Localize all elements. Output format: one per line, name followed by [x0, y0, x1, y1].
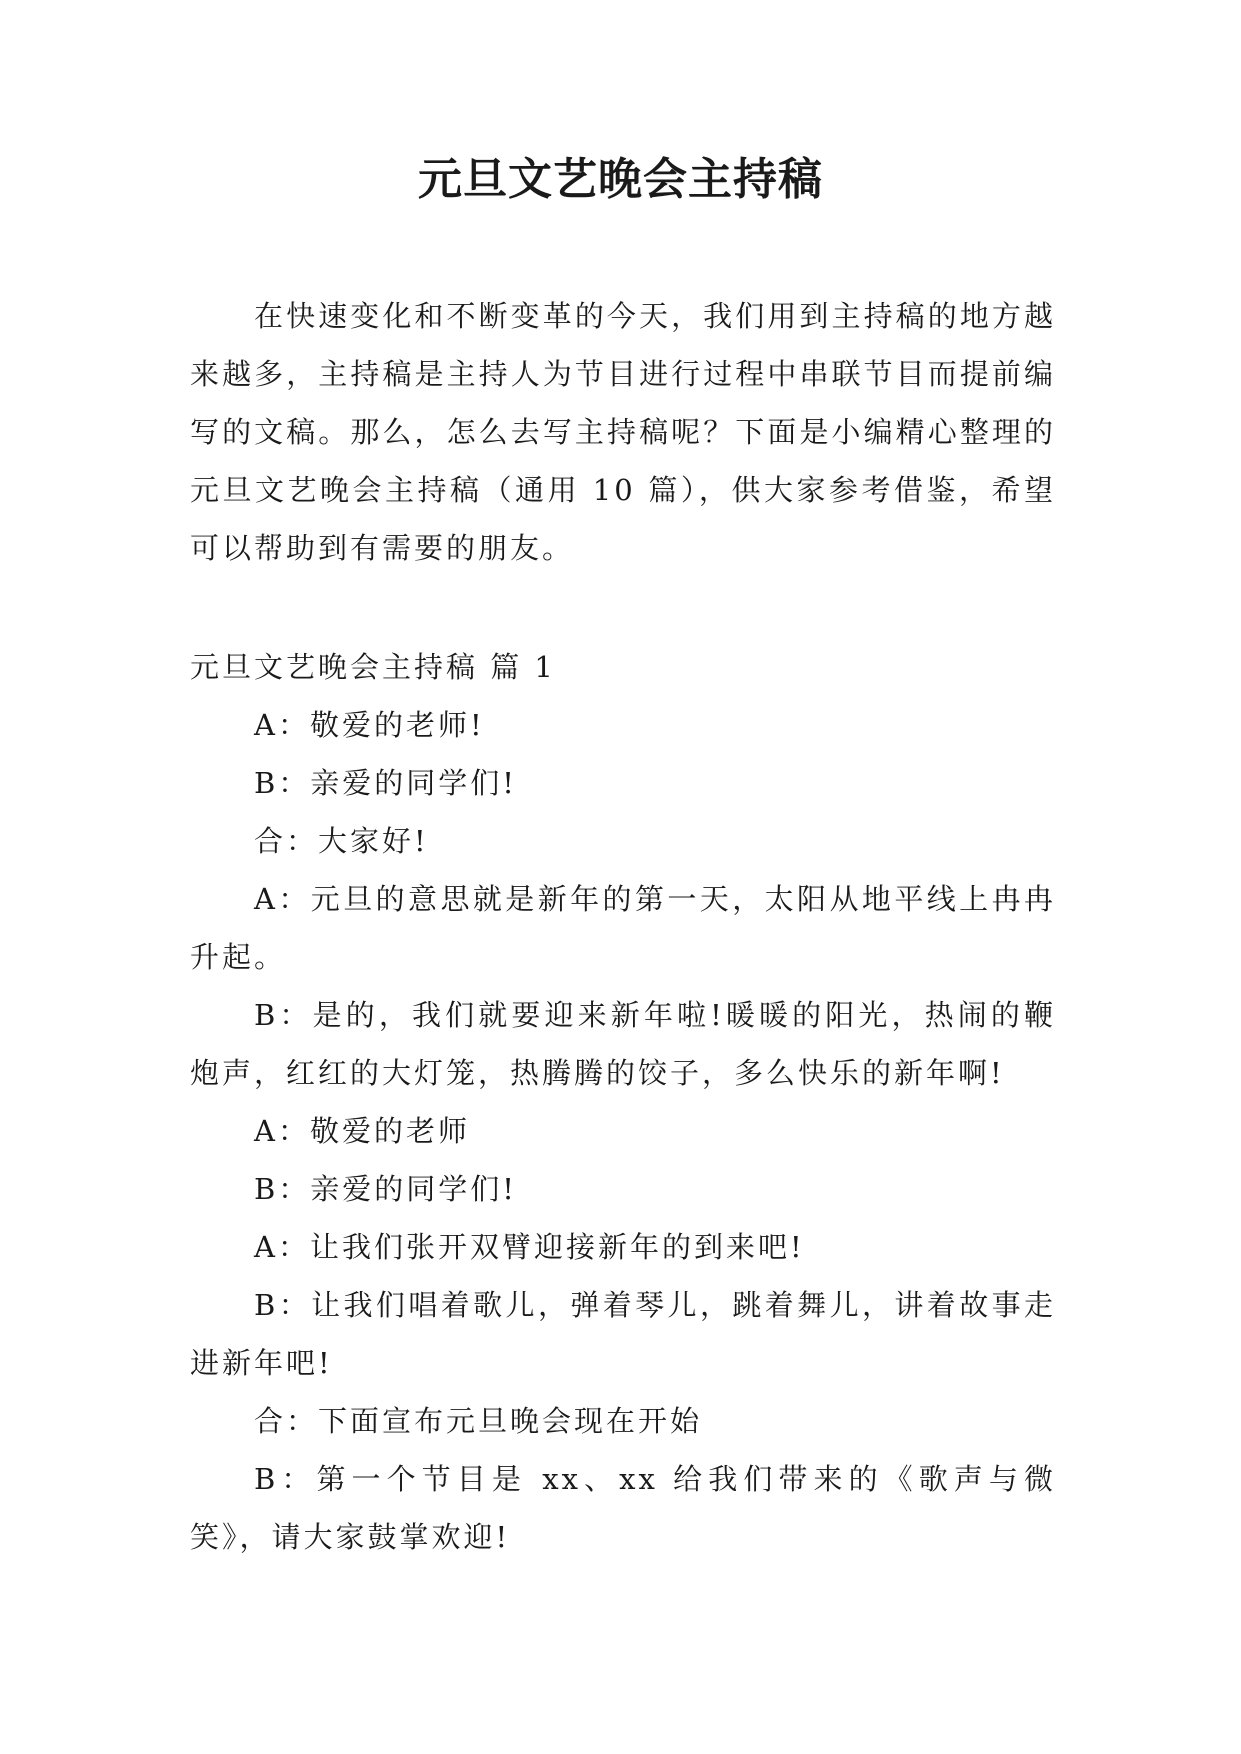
dialogue-line: A：元旦的意思就是新年的第一天，太阳从地平线上冉冉升起。 — [190, 882, 1056, 974]
section-heading: 元旦文艺晚会主持稿 篇 1 — [190, 650, 556, 684]
dialogue-line: B：是的，我们就要迎来新年啦!暖暖的阳光，热闹的鞭炮声，红红的大灯笼，热腾腾的饺子，多么快乐的新年啊! — [190, 998, 1056, 1090]
intro-paragraph: 在快速变化和不断变革的今天，我们用到主持稿的地方越来越多，主持稿是主持人为节目进行过程中串联节目而提前编写的文稿。那么，怎么去写主持稿呢？下面是小编精心整理的元旦文艺晚会主持稿（通用 10 篇），供大家参考借鉴，希望可以帮助到有需要的朋友。 — [190, 299, 1056, 565]
dialogue-line: A：敬爱的老师! — [254, 708, 485, 742]
dialogue-line: B：让我们唱着歌儿，弹着琴儿，跳着舞儿，讲着故事走进新年吧! — [190, 1288, 1056, 1380]
document-title: 元旦文艺晚会主持稿 — [418, 154, 823, 205]
dialogue-block — [190, 696, 1056, 1566]
dialogue-line: A：让我们张开双臂迎接新年的到来吧! — [254, 1230, 805, 1264]
dialogue-line: A：敬爱的老师 — [254, 1114, 470, 1148]
dialogue-line: B：亲爱的同学们! — [254, 1172, 517, 1206]
dialogue-line: B：亲爱的同学们! — [254, 766, 517, 800]
dialogue-line: B：第一个节目是 xx、xx 给我们带来的《歌声与微笑》，请大家鼓掌欢迎! — [190, 1462, 1056, 1554]
dialogue-line: 合：大家好! — [254, 824, 429, 858]
dialogue-line: 合：下面宣布元旦晚会现在开始 — [254, 1404, 703, 1438]
